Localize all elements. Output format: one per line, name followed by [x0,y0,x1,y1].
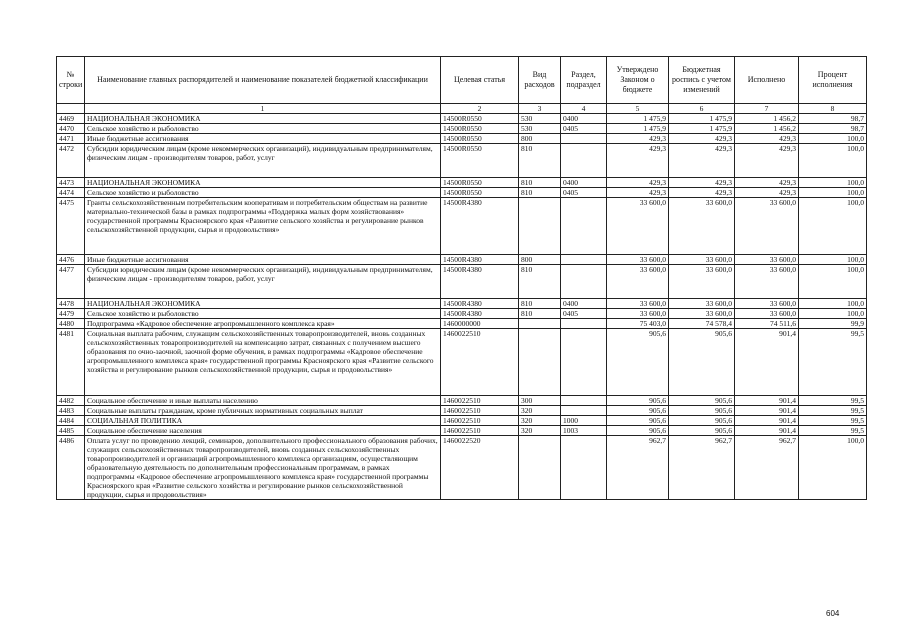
executed-amount-cell: 901,4 [735,426,799,436]
row-number-cell: 4484 [57,416,85,426]
executed-amount-cell: 962,7 [735,436,799,500]
row-name-cell: Сельское хозяйство и рыболовство [85,309,441,319]
schedule-amount-cell: 74 578,4 [669,319,735,329]
target-article-cell: 14500R4380 [441,255,519,265]
target-article-cell: 1460000000 [441,319,519,329]
expense-type-cell: 320 [519,416,561,426]
expense-type-cell: 530 [519,114,561,124]
row-name-cell: Социальные выплаты гражданам, кроме публичных нормативных социальных выплат [85,406,441,416]
row-name-cell: Субсидии юридическим лицам (кроме некоммерческих организаций), индивидуальным предпринимателям, физическим лицам - производителям товаров, работ, услуг [85,144,441,178]
row-name-cell: НАЦИОНАЛЬНАЯ ЭКОНОМИКА [85,178,441,188]
expense-type-cell: 810 [519,299,561,309]
row-number-cell: 4478 [57,299,85,309]
row-number-cell: 4474 [57,188,85,198]
row-number-cell: 4485 [57,426,85,436]
table-row [57,255,867,265]
percent-cell: 99,9 [799,319,867,329]
row-name-cell: Субсидии юридическим лицам (кроме некоммерческих организаций), индивидуальным предпринимателям, физическим лицам - производителям товаров, работ, услуг [85,265,441,299]
expense-type-cell [519,329,561,396]
approved-amount-cell: 429,3 [607,144,669,178]
column-number [57,104,85,114]
approved-amount-cell: 1 475,9 [607,124,669,134]
percent-cell: 100,0 [799,299,867,309]
target-article-cell: 1460022510 [441,396,519,406]
section-cell: 0400 [561,299,607,309]
section-cell: 0405 [561,309,607,319]
table-row [57,329,867,396]
row-name-cell: Подпрограмма «Кадровое обеспечение агропромышленного комплекса края» [85,319,441,329]
section-cell [561,144,607,178]
row-number-cell: 4481 [57,329,85,396]
expense-type-cell: 810 [519,309,561,319]
expense-type-cell: 320 [519,406,561,416]
target-article-cell: 1460022510 [441,426,519,436]
schedule-amount-cell: 429,3 [669,144,735,178]
row-number-cell: 4482 [57,396,85,406]
percent-cell: 99,5 [799,329,867,396]
target-article-cell: 14500R0550 [441,144,519,178]
table-row [57,416,867,426]
percent-cell: 99,5 [799,406,867,416]
table-row [57,124,867,134]
column-number: 6 [669,104,735,114]
schedule-amount-cell: 905,6 [669,426,735,436]
percent-cell: 98,7 [799,114,867,124]
column-number: 5 [607,104,669,114]
target-article-cell: 1460022510 [441,416,519,426]
percent-cell: 99,5 [799,396,867,406]
table-row [57,319,867,329]
section-cell [561,265,607,299]
schedule-amount-cell: 905,6 [669,396,735,406]
table-body [57,114,867,500]
target-article-cell: 14500R0550 [441,178,519,188]
schedule-amount-cell: 33 600,0 [669,299,735,309]
schedule-amount-cell: 905,6 [669,329,735,396]
section-cell [561,134,607,144]
header-name: Наименование главных распорядителей и наименование показателей бюджетной классификации [85,57,441,104]
percent-cell: 100,0 [799,309,867,319]
row-number-cell: 4469 [57,114,85,124]
table-row [57,396,867,406]
schedule-amount-cell: 962,7 [669,436,735,500]
approved-amount-cell: 905,6 [607,416,669,426]
target-article-cell: 14500R4380 [441,309,519,319]
percent-cell: 100,0 [799,255,867,265]
expense-type-cell: 810 [519,178,561,188]
table-row [57,114,867,124]
section-cell [561,436,607,500]
table-row [57,406,867,416]
page-number: 604 [826,609,840,618]
percent-cell: 100,0 [799,134,867,144]
row-number-cell: 4479 [57,309,85,319]
executed-amount-cell: 33 600,0 [735,299,799,309]
section-cell [561,406,607,416]
column-number: 1 [85,104,441,114]
expense-type-cell: 810 [519,144,561,178]
executed-amount-cell: 74 511,6 [735,319,799,329]
table-row [57,265,867,299]
schedule-amount-cell: 33 600,0 [669,309,735,319]
row-number-cell: 4470 [57,124,85,134]
approved-amount-cell: 905,6 [607,426,669,436]
executed-amount-cell: 33 600,0 [735,309,799,319]
percent-cell: 100,0 [799,198,867,255]
executed-amount-cell: 429,3 [735,144,799,178]
approved-amount-cell: 33 600,0 [607,309,669,319]
column-number: 3 [519,104,561,114]
section-cell [561,329,607,396]
row-number-cell: 4473 [57,178,85,188]
section-cell: 1000 [561,416,607,426]
section-cell: 1003 [561,426,607,436]
table-row [57,436,867,500]
row-name-cell: Сельское хозяйство и рыболовство [85,188,441,198]
executed-amount-cell: 33 600,0 [735,255,799,265]
percent-cell: 99,5 [799,426,867,436]
approved-amount-cell: 905,6 [607,406,669,416]
header-executed: Исполнено [735,57,799,104]
section-cell: 0400 [561,178,607,188]
expense-type-cell: 300 [519,396,561,406]
percent-cell: 100,0 [799,178,867,188]
percent-cell: 98,7 [799,124,867,134]
row-number-cell: 4486 [57,436,85,500]
executed-amount-cell: 429,3 [735,134,799,144]
target-article-cell: 1460022510 [441,406,519,416]
approved-amount-cell: 429,3 [607,188,669,198]
row-number-cell: 4471 [57,134,85,144]
expense-type-cell: 810 [519,265,561,299]
header-schedule: Бюджетная роспись с учетом изменений [669,57,735,104]
row-name-cell: НАЦИОНАЛЬНАЯ ЭКОНОМИКА [85,114,441,124]
table-row [57,198,867,255]
row-name-cell: Оплата услуг по проведению лекций, семинаров, дополнительного профессионального образования рабочих, служащих сельскохозяйственных товаропроизводителей, вновь созданных сельскохозяйственных товаропроизводителей и организаций агропромышленного комплекса организациям, осуществляющим образовательную деятельность по дополнительным профессиональным программам, в рамках подпрограммы «Кадровое обеспечение агропромышленного комплекса края» государственной программы Красноярского края «Развитие сельского хозяйства и регулирование рынков сельскохозяйственной продукции, сырья и продовольствия» [85,436,441,500]
approved-amount-cell: 75 403,0 [607,319,669,329]
executed-amount-cell: 901,4 [735,416,799,426]
header-section: Раздел, подраздел [561,57,607,104]
executed-amount-cell: 33 600,0 [735,198,799,255]
approved-amount-cell: 33 600,0 [607,299,669,309]
row-number-cell: 4480 [57,319,85,329]
approved-amount-cell: 905,6 [607,329,669,396]
executed-amount-cell: 1 456,2 [735,124,799,134]
section-cell [561,198,607,255]
executed-amount-cell: 1 456,2 [735,114,799,124]
schedule-amount-cell: 905,6 [669,416,735,426]
approved-amount-cell: 33 600,0 [607,255,669,265]
table-row [57,188,867,198]
table-row [57,309,867,319]
row-name-cell: НАЦИОНАЛЬНАЯ ЭКОНОМИКА [85,299,441,309]
row-number-cell: 4476 [57,255,85,265]
column-number-row [57,104,867,114]
table-row [57,144,867,178]
schedule-amount-cell: 429,3 [669,178,735,188]
target-article-cell: 14500R0550 [441,134,519,144]
executed-amount-cell: 429,3 [735,178,799,188]
percent-cell: 99,5 [799,416,867,426]
row-number-cell: 4483 [57,406,85,416]
row-name-cell: Гранты сельскохозяйственным потребительским кооперативам и потребительским обществам на развитие материально-технической базы в рамках подпрограммы «Поддержка малых форм хозяйствования» государственной программы Красноярского края «Развитие сельского хозяйства и регулирование рынков сельскохозяйственной продукции, сырья и продовольствия» [85,198,441,255]
executed-amount-cell: 901,4 [735,396,799,406]
schedule-amount-cell: 33 600,0 [669,265,735,299]
expense-type-cell [519,436,561,500]
approved-amount-cell: 33 600,0 [607,198,669,255]
table-header-row [57,57,867,104]
section-cell [561,255,607,265]
expense-type-cell: 810 [519,188,561,198]
section-cell [561,319,607,329]
section-cell: 0400 [561,114,607,124]
percent-cell: 100,0 [799,265,867,299]
row-number-cell: 4472 [57,144,85,178]
expense-type-cell: 800 [519,255,561,265]
schedule-amount-cell: 1 475,9 [669,114,735,124]
expense-type-cell [519,198,561,255]
percent-cell: 100,0 [799,188,867,198]
executed-amount-cell: 33 600,0 [735,265,799,299]
target-article-cell: 1460022520 [441,436,519,500]
schedule-amount-cell: 905,6 [669,406,735,416]
section-cell: 0405 [561,124,607,134]
expense-type-cell: 320 [519,426,561,436]
target-article-cell: 14500R0550 [441,188,519,198]
header-expense-type: Вид расходов [519,57,561,104]
expense-type-cell: 530 [519,124,561,134]
table-row [57,178,867,188]
approved-amount-cell: 1 475,9 [607,114,669,124]
schedule-amount-cell: 33 600,0 [669,198,735,255]
header-row-no: № строки [57,57,85,104]
approved-amount-cell: 33 600,0 [607,265,669,299]
expense-type-cell [519,319,561,329]
approved-amount-cell: 962,7 [607,436,669,500]
approved-amount-cell: 905,6 [607,396,669,406]
row-name-cell: Социальное обеспечение населения [85,426,441,436]
executed-amount-cell: 429,3 [735,188,799,198]
target-article-cell: 14500R4380 [441,265,519,299]
column-number: 2 [441,104,519,114]
section-cell [561,396,607,406]
row-name-cell: Иные бюджетные ассигнования [85,255,441,265]
header-percent: Процент исполнения [799,57,867,104]
column-number: 7 [735,104,799,114]
row-name-cell: Социальное обеспечение и иные выплаты населению [85,396,441,406]
executed-amount-cell: 901,4 [735,406,799,416]
row-name-cell: Иные бюджетные ассигнования [85,134,441,144]
row-name-cell: Сельское хозяйство и рыболовство [85,124,441,134]
schedule-amount-cell: 33 600,0 [669,255,735,265]
target-article-cell: 14500R0550 [441,124,519,134]
schedule-amount-cell: 429,3 [669,134,735,144]
table-row [57,134,867,144]
section-cell: 0405 [561,188,607,198]
approved-amount-cell: 429,3 [607,178,669,188]
target-article-cell: 1460022510 [441,329,519,396]
header-target: Целевая статья [441,57,519,104]
target-article-cell: 14500R0550 [441,114,519,124]
approved-amount-cell: 429,3 [607,134,669,144]
expense-type-cell: 800 [519,134,561,144]
table-row [57,299,867,309]
percent-cell: 100,0 [799,144,867,178]
target-article-cell: 14500R4380 [441,198,519,255]
target-article-cell: 14500R4380 [441,299,519,309]
row-number-cell: 4477 [57,265,85,299]
row-name-cell: Социальная выплата рабочим, служащим сельскохозяйственных товаропроизводителей, вновь созданных сельскохозяйственных товаропроизводителей на компенсацию затрат, связанных с получением высшего образования по очно-заочной, заочной форме обучения, в рамках подпрограммы «Кадровое обеспечение агропромышленного комплекса края» государственной программы Красноярского края «Развитие сельского хозяйства и регулирование рынков сельскохозяйственной продукции, сырья и продовольствия» [85,329,441,396]
table-row [57,426,867,436]
column-number: 4 [561,104,607,114]
schedule-amount-cell: 1 475,9 [669,124,735,134]
budget-table [56,56,867,500]
percent-cell: 100,0 [799,436,867,500]
header-approved: Утверждено Законом о бюджете [607,57,669,104]
schedule-amount-cell: 429,3 [669,188,735,198]
row-name-cell: СОЦИАЛЬНАЯ ПОЛИТИКА [85,416,441,426]
column-number: 8 [799,104,867,114]
executed-amount-cell: 901,4 [735,329,799,396]
row-number-cell: 4475 [57,198,85,255]
